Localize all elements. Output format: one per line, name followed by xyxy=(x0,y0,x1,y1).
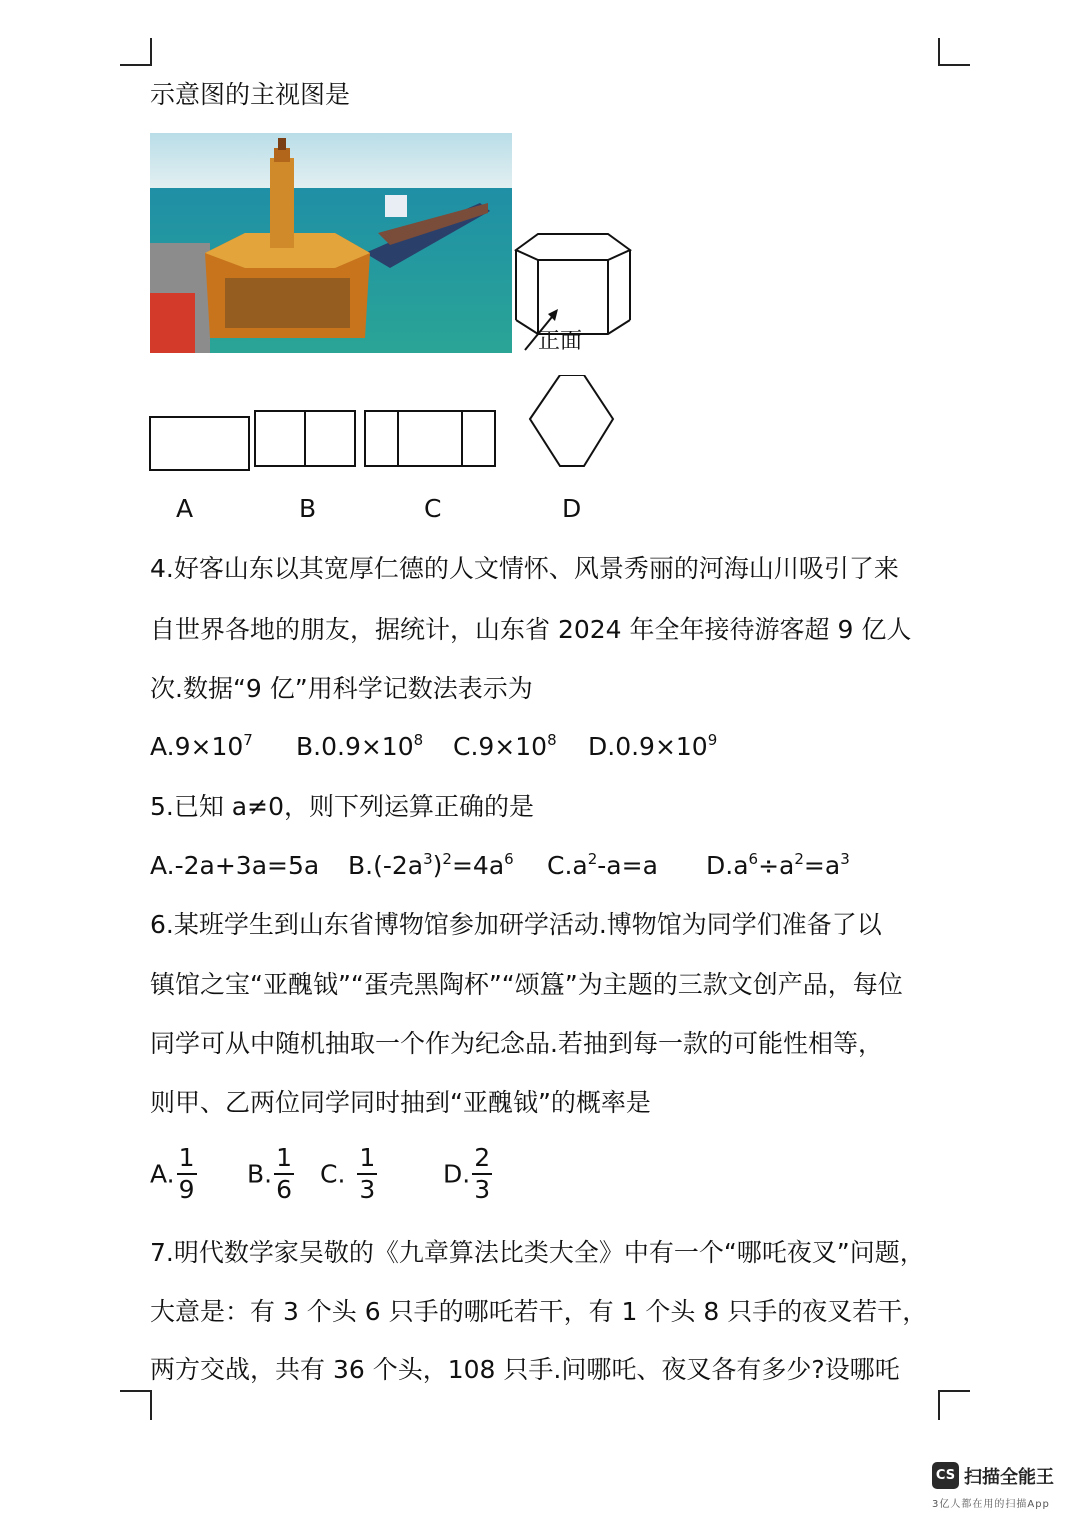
watermark-brand: 扫描全能王 xyxy=(964,1467,1054,1488)
q5-option-d: $D.a^6\div a^2=a^3$ xyxy=(706,850,850,880)
watermark-tagline: 3亿人都在用的扫描App xyxy=(932,1499,1050,1510)
q4-line-3: 次.数据“9 亿”用科学记数法表示为 xyxy=(150,674,533,703)
q4-line-2: 自世界各地的朋友，据统计，山东省 2024 年全年接待游客超 9 亿人 xyxy=(150,615,912,644)
option-a-shape xyxy=(150,417,249,470)
q4-option-c: $C.9\times 10^8$ xyxy=(453,731,557,761)
q6-line-2: 镇馆之宝“亚醜钺”“蛋壳黑陶杯”“颂簋”为主题的三款文创产品，每位 xyxy=(150,970,903,999)
q7-line-2: 大意是：有 3 个头 6 只手的哪吒若干，有 1 个头 8 只手的夜叉若干， xyxy=(150,1297,928,1326)
q6-line-4: 则甲、乙两位同学同时抽到“亚醜钺”的概率是 xyxy=(150,1088,651,1117)
q4-line-1: 4.好客山东以其宽厚仁德的人文情怀、风景秀丽的河海山川吸引了来 xyxy=(150,554,899,583)
option-d-shape xyxy=(530,375,613,466)
platform-photo xyxy=(150,133,512,353)
crop-mark-bottom-left xyxy=(120,1390,152,1420)
q6-options xyxy=(150,1143,550,1213)
view-options xyxy=(148,375,618,475)
q6-option-a: A. $\frac{1}{9}$ xyxy=(150,1143,195,1204)
q5-option-b: $B.(-2a^3)^2=4a^6$ xyxy=(348,850,514,880)
scanner-logo-icon: CS xyxy=(932,1462,959,1489)
intro-text: 示意图的主视图是 xyxy=(150,80,351,109)
option-b-label: B xyxy=(299,494,317,523)
q5-line-1: 5.已知 a≠0，则下列运算正确的是 xyxy=(150,792,534,821)
q6-option-c: C. $\frac{1}{3}$ xyxy=(320,1143,376,1204)
q5-options xyxy=(150,849,850,883)
q5-option-a: A.-2a+3a=5a xyxy=(150,851,320,880)
q4-option-a: $A.9\times 10^7$ xyxy=(150,731,253,761)
q6-line-3: 同学可从中随机抽取一个作为纪念品.若抽到每一款的可能性相等， xyxy=(150,1029,883,1058)
crop-mark-top-right xyxy=(938,38,970,66)
q6-option-d: D. $\frac{2}{3}$ xyxy=(443,1143,491,1204)
q4-option-b: $B.0.9\times 10^8$ xyxy=(296,731,424,761)
q7-line-1: 7.明代数学家吴敬的《九章算法比类大全》中有一个“哪吒夜叉”问题， xyxy=(150,1238,925,1267)
front-label: 正面 xyxy=(538,329,583,354)
option-c-label: C xyxy=(424,494,442,523)
crop-mark-bottom-right xyxy=(938,1390,970,1420)
q6-line-1: 6.某班学生到山东省博物馆参加研学活动.博物馆为同学们准备了以 xyxy=(150,910,882,939)
q4-options xyxy=(150,730,718,764)
crop-mark-top-left xyxy=(120,38,152,66)
q5-option-c: $C.a^2-a=a$ xyxy=(547,850,658,880)
option-a-label: A xyxy=(176,494,194,523)
option-d-label: D xyxy=(562,494,582,523)
q4-option-d: $D.0.9\times 10^9$ xyxy=(588,731,718,761)
q7-line-3: 两方交战，共有 36 个头，108 只手.问哪吒、夜叉各有多少?设哪吒 xyxy=(150,1355,900,1384)
option-c-shape xyxy=(365,411,495,466)
q6-option-b: B. $\frac{1}{6}$ xyxy=(247,1143,293,1204)
